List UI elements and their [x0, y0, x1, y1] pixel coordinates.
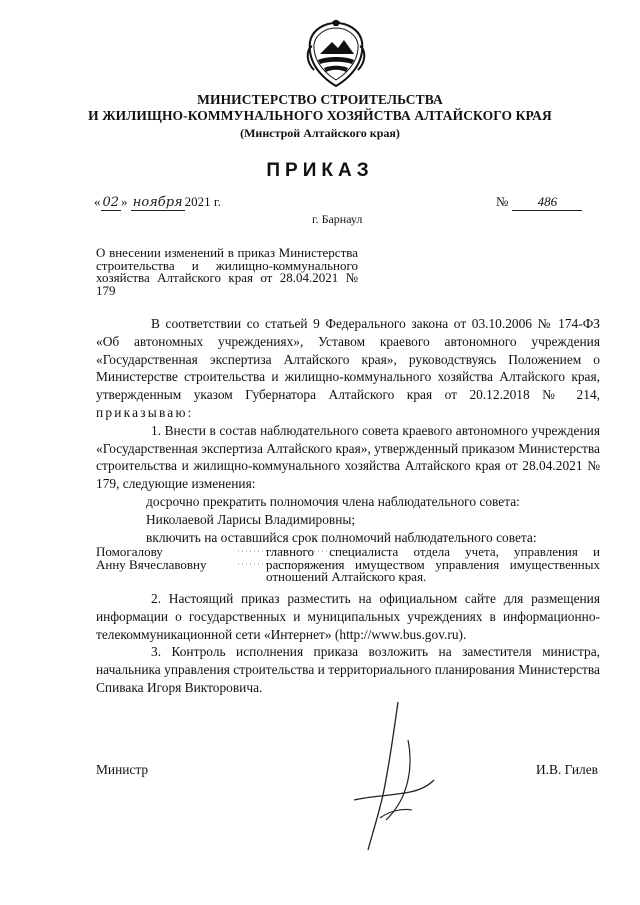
- item-1-include: включить на оставшийся срок полномочий наблюдательного совета:: [146, 529, 537, 545]
- order-subject: О внесении изменений в приказ Министерства строительства и жилищно-коммунального хозяйства Алтайского края от 28.04.2021 № 179: [96, 245, 358, 298]
- order-word: приказываю:: [96, 404, 194, 420]
- order-body: [96, 315, 600, 546]
- ministry-name-line2: И ЖИЛИЩНО-КОММУНАЛЬНОГО ХОЗЯЙСТВА АЛТАЙСКОГО КРАЯ: [88, 108, 552, 123]
- item-2: 2. Настоящий приказ разместить на официальном сайте для размещения информации о государственных и муниципальных учреждениях в информационно-телекоммуникационной сети «Интернет» (http://www.bus.gov.ru).: [96, 591, 600, 642]
- new-member-name: [96, 546, 256, 571]
- date-quote-close: »: [121, 194, 128, 209]
- date-year: 2021 г.: [184, 194, 222, 209]
- city: г. Барнаул: [312, 212, 363, 226]
- date-day: 02: [102, 195, 120, 210]
- order-number: [496, 194, 582, 211]
- new-member-surname: Помогалову: [96, 544, 163, 559]
- preamble-paragraph: [96, 315, 600, 422]
- item-3: 3. Контроль исполнения приказа возложить на заместителя министра, начальника управления строительства и территориального планирования Министерства Спивака Игоря Викторовича.: [96, 644, 600, 695]
- handwritten-signature: [350, 700, 440, 855]
- item-1: 1. Внести в состав наблюдательного совета краевого автономного учреждения «Государственная экспертиза Алтайского края», утвержденный приказом Министерства строительства и жилищно-коммунального хозяйства Алтайского края от 28.04.2021 № 179, следующие изменения:: [96, 422, 600, 492]
- new-member-given-names: Анну Вячеславовну: [96, 556, 207, 572]
- number-label: №: [496, 194, 509, 209]
- document-type-title: ПРИКАЗ: [266, 160, 374, 181]
- signatory-name: И.В. Гилев: [536, 762, 598, 777]
- coat-of-arms-emblem: [302, 20, 370, 90]
- date-quote-open: «: [94, 194, 101, 209]
- new-member-position: главного специалиста отдела учета, управления и распоряжения имуществом управления имущественных отношений Алтайского края.: [266, 544, 600, 585]
- order-date: [94, 194, 221, 210]
- ministry-short-name: (Минстрой Алтайского края): [240, 126, 400, 140]
- item-1-terminate: досрочно прекратить полномочия члена наблюдательного совета:: [146, 493, 520, 509]
- ministry-name-line1: МИНИСТЕРСТВО СТРОИТЕЛЬСТВА: [197, 92, 443, 107]
- date-month: ноября: [132, 195, 183, 210]
- item-1-removed-member: Николаевой Ларисы Владимировны;: [146, 511, 356, 527]
- order-body-continued: [96, 590, 600, 697]
- number-value: 486: [512, 194, 582, 211]
- signatory-title: Министр: [96, 762, 149, 777]
- preamble-text: В соответствии со статьей 9 Федерального закона от 03.10.2006 № 174-ФЗ «Об автономных учреждениях», Уставом краевого автономного учреждения «Государственная экспертиза Алтайского края», руководствуясь Положением о Министерстве строительства и жилищно-коммунального хозяйства Алтайского края, утвержденным указом Губернатора Алтайского края от 20.12.2018 № 214,: [96, 316, 600, 403]
